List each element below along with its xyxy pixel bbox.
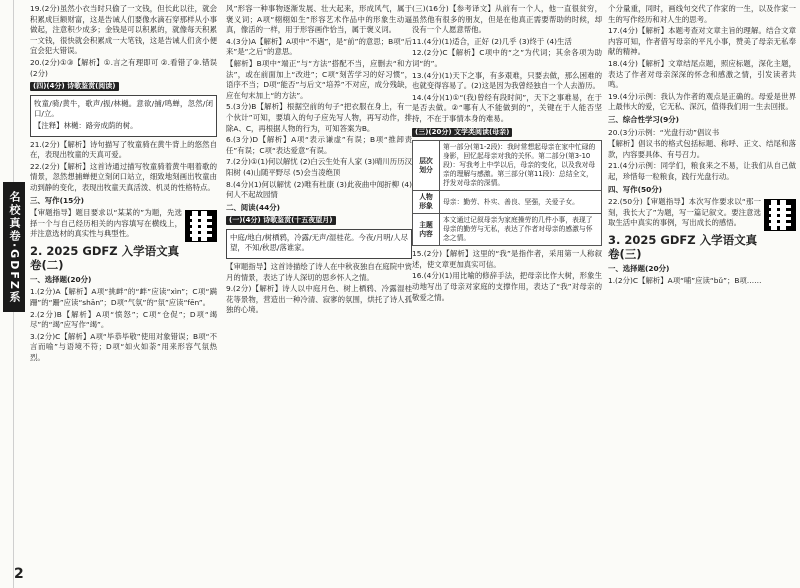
paragraph: 个分量重，同时，画线句交代了作家的一生，以及作家一生的写作经历和对人生的思考。 — [608, 4, 796, 24]
section-heading — [412, 127, 602, 138]
section-heading — [226, 215, 412, 226]
side-tab: 名校真卷·GDFZ系 — [3, 182, 25, 312]
paragraph: 【解析】B项中“端正”与“方法”搭配不当，应删去“和方法”，或在前面加上“改进”；C项“刻苦学习的好习惯”，语序不当；D项“能否”与后文“培养”不对应，成分残缺，应在句末加上“的方法”。 — [226, 58, 412, 100]
section-heading: 三、综合性学习(9分) — [608, 114, 680, 124]
poem-box — [30, 95, 217, 137]
paragraph: 4.(3分)A【解析】A项中“不遇”，是“前”的意思；B项“后来”是“之后”的意思。 — [226, 36, 412, 57]
paragraph: 21.(2分)【解析】诗句描写了牧童骑在黄牛背上的悠然自在，表现出牧童的天真可爱。 — [30, 139, 217, 160]
exam-title: 2. 2025 GDFZ 入学语文真卷(二) — [30, 243, 180, 272]
poem-note: 【注释】林樾：路旁成荫的树。 — [34, 120, 138, 130]
paragraph: 15.(2分)【解析】这里的“我”是指作者，采用第一人称叙述，使文章更加真实可信。 — [412, 249, 602, 269]
table-header-cell: 主题内容 — [413, 214, 440, 246]
poem-box — [226, 229, 412, 259]
paragraph: 16.(4分)(1)用比喻的修辞手法，把母亲比作大树，形象生动地写出了母亲对家庭的支撑作用，表达了“我”对母亲的敬爱之情。 — [412, 271, 602, 302]
section-heading — [30, 81, 217, 92]
column-1 — [30, 4, 217, 584]
paragraph: 13.(4分)(1)天下之事，有多艰难，只要去做，那么困难的也就变得容易了。(2)这是因为我曾经独自一个人去游历。 — [412, 70, 602, 91]
section-heading: 一、选择题(20分) — [30, 274, 92, 284]
column-3 — [412, 4, 602, 584]
column-4 — [608, 4, 796, 584]
table-row — [413, 191, 602, 214]
paragraph: 17.(4分)【解析】本题考查对文章主旨的理解。结合文章内容可知，作者借写母亲的平凡小事，赞美了母亲无私奉献的精神。 — [608, 26, 796, 57]
paragraph: 19.(2分)虽然小衣当时只偷了一文钱，但长此以往，就会积累成巨额财富，这是告诫人们要像水滴石穿那样从小事做起，注意积少成多；金钱是可以积累的，就像每天积累一文钱，很快就会积累成一大笔钱，这是告诫人们贪小便宜会犯大错误。 — [30, 4, 217, 56]
paragraph: 7.(2分)①(1)何以解忧 (2)白云生处有人家 (3)晴川历历汉阳树 (4)山随平野尽 (5)会当凌绝顶 — [226, 157, 412, 177]
paragraph: 风”形容一种事物逐渐发展、壮大起来，形成风气，属于褒义词；A项“栩栩如生”形容艺术作品中的形象生动逼真，像活的一样，用于形容画作恰当，属于褒义词。 — [226, 4, 412, 35]
paragraph: 5.(3分)B【解析】根据空前的句子“把衣服在身上，有一个伙计”可知，要填入的句子应先写人物，再写动作，排除A、C，再根据人物的行为，可知答案为B。 — [226, 102, 412, 133]
paragraph: 【审题指导】这首诗描绘了诗人在中秋夜独自在庭院中赏月的情景，表达了诗人深切的思乡怀人之情。 — [226, 262, 412, 282]
paragraph: 3.(2分)C【解析】A项“毕恭毕敬”使用对象错误；B项“不言而喻”与语境不符；D项“如火如荼”用来形容气氛热烈。 — [30, 331, 217, 363]
paragraph: 11.(4分)(1)适合，正好 (2)几乎 (3)终于 (4)生活 — [412, 36, 572, 46]
paragraph: 【解析】倡议书的格式包括标题、称呼、正文、结尾和落款，内容要具体、有号召力。 — [608, 139, 796, 159]
poem-text: 中庭/地白/树栖鸦，冷露/无声/湿桂花。今夜/月明/人尽望，不知/秋思/落谁家。 — [230, 232, 408, 253]
section-tag: (一)(4分) 诗歌鉴赏(十五夜望月) — [226, 216, 336, 225]
paragraph: 12.(2分)C【解析】C项中的“之”为代词；其余各项为助词“的”。 — [412, 48, 602, 68]
section-heading: 四、写作(50分) — [608, 184, 662, 194]
analysis-table — [412, 140, 602, 246]
paragraph: 6.(3分)D【解析】A项“表示谦虚”有误；B项“推卸责任”有误；C项“表达爱意”有误。 — [226, 135, 412, 155]
paragraph: 20.(2分)①③【解析】①.言之有理即可 ②.看错了③.错误(2分) — [30, 57, 217, 78]
table-cell: 母亲：勤劳、朴实、善良、坚强，关爱子女。 — [440, 191, 602, 214]
qr-code-icon — [185, 210, 217, 242]
table-cell: 本文通过记叙母亲为家庭操劳的几件小事，表现了母亲的勤劳与无私，表达了作者对母亲的感激与怀念之情。 — [440, 214, 602, 246]
paragraph: 【审题指导】题目要求以“某某的”为题，先选择一个与自己经历相关的内容填写在横线上，并注意选材的真实性与典型性。 — [30, 208, 182, 239]
paragraph: 20.(3分)示例：“光盘行动”倡议书 — [608, 127, 720, 137]
paragraph: 1.(2分)C【解析】A项“哺”应读“bǔ”；B项…… — [608, 276, 762, 286]
section-tag: (三)(20分) 文学类阅读(母亲) — [412, 128, 512, 137]
paragraph: 18.(4分)【解析】文章结尾点题，照应标题，深化主题，表达了作者对母亲深深的怀念和感激之情，引发读者共鸣。 — [608, 58, 796, 90]
table-row — [413, 214, 602, 246]
paragraph: 22.(2分)【解析】这首诗通过描写牧童骑着黄牛唱着歌的情景，忽然想捕蝉便立刻闭口站立，细致地刻画出牧童由动到静的变化，表现出牧童天真活泼、机灵的性格特点。 — [30, 161, 217, 192]
paragraph: 8.(4分)(1)何以解忧 (2)唯有杜康 (3)此夜曲中闻折柳 (4)何人不起故园情 — [226, 179, 412, 200]
table-header-cell: 人物形象 — [413, 191, 440, 214]
paragraph: 14.(4分)(1)①“(我)曾经有段时间”，天下之事难易，在于是否去做。②“哪有人不能做到的”，关键在于人能否坚持，不在于事情本身的难易。 — [412, 92, 602, 123]
table-header-cell: 层次划分 — [413, 141, 440, 191]
paragraph: 9.(2分)【解析】诗人以中庭月色、树上栖鸦、冷露湿桂花等景物，营造出一种冷清、寂寥的氛围，烘托了诗人孤独的心境。 — [226, 284, 412, 315]
table-cell: 第一部分(第1-2段)：我时常想起母亲在家中忙碌的身影，回忆起母亲对我的关怀。第二部分(第3-10段)：写我考上中学以后，母亲的变化，以及我对母亲的理解与感激。第三部分(第11段)：总结全文，抒发对母亲的深情。 — [440, 141, 602, 191]
qr-code-icon — [764, 199, 796, 231]
page-number: 2 — [14, 566, 24, 582]
paragraph: 1.(2分)A【解析】A项“挑衅”的“衅”应读“xìn”；C项“蹒跚”的“跚”应读“shān”；D项“气氛”的“氛”应读“fēn”。 — [30, 287, 217, 308]
column-2 — [226, 4, 412, 584]
exam-title: 3. 2025 GDFZ 入学语文真卷(三) — [608, 232, 758, 261]
paragraph: 22.(50分)【审题指导】本次写作要求以“那一刻，我长大了”为题，写一篇记叙文。要注意选取生活中真实的事例，写出成长的感悟。 — [608, 197, 761, 228]
paragraph: 19.(4分)示例：我认为作者的观点是正确的。母爱是世界上最伟大的爱，它无私、深沉，值得我们用一生去回报。 — [608, 91, 796, 112]
paragraph: 21.(4分)示例：同学们，粮食来之不易，让我们从自己做起，珍惜每一粒粮食，践行光盘行动。 — [608, 161, 796, 181]
poem-text: 牧童/骑/黄牛，歌声/振/林樾。意欲/捕/鸣蝉，忽然/闭口/立。 — [34, 98, 213, 119]
paragraph: 2.(2分)B【解析】A项“愤怒”；C项“仓促”；D项“竭尽”的“竭”应写作“竭”。 — [30, 309, 217, 330]
paragraph: (三)(16分)【参考译文】从前有一个人，他一直很贫穷，虽然他有很多的朋友，但是在他真正需要帮助的时候，却没有一个人愿意帮他。 — [412, 4, 602, 35]
section-heading: 一、选择题(20分) — [608, 263, 670, 273]
section-heading: 二、阅读(44分) — [226, 202, 280, 212]
section-tag: (四)(4分) 诗歌鉴赏(阅读) — [30, 82, 119, 91]
section-heading: 三、写作(15分) — [30, 195, 84, 205]
table-row — [413, 141, 602, 191]
